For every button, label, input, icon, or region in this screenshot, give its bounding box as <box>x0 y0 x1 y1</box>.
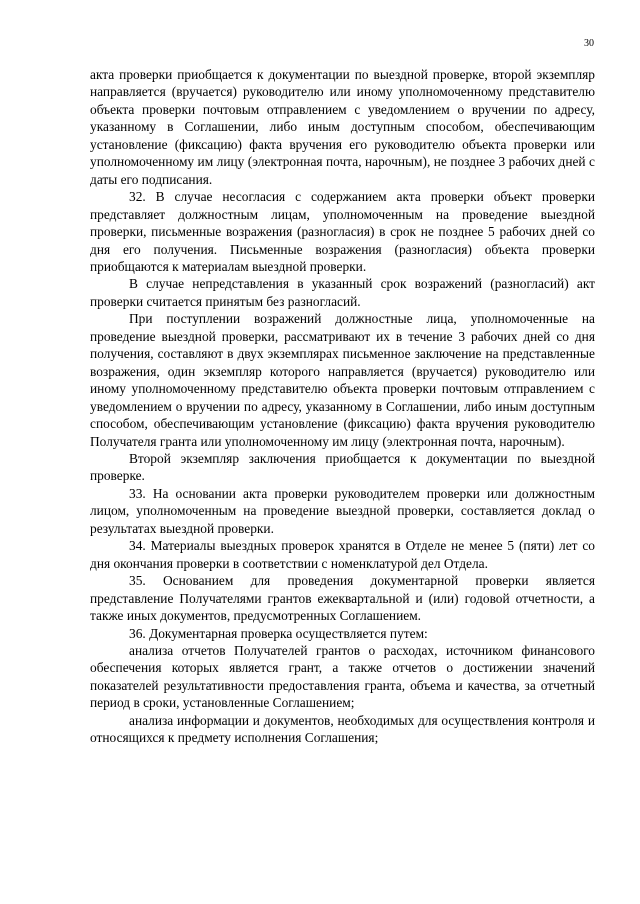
body-text <box>90 66 595 747</box>
paragraph: анализа информации и документов, необходимых для осуществления контроля и относящихся к предмету исполнения Соглашения; <box>90 712 595 746</box>
page-number: 30 <box>584 38 594 49</box>
paragraph: анализа отчетов Получателей грантов о расходах, источником финансового обеспечения которых является грант, а также отчетов о достижении значений показателей результативности предоставления гранта, объема и качества, за отчетный период в сроки, установленные Соглашением; <box>90 642 595 711</box>
paragraph: 34. Материалы выездных проверок хранятся в Отделе не менее 5 (пяти) лет со дня окончания проверки в соответствии с номенклатурой дел Отдела. <box>90 538 595 571</box>
paragraph: При поступлении возражений должностные лица, уполномоченные на проведение выездной проверки, рассматривают их в течение 3 рабочих дней со дня получения, составляют в двух экземплярах письменное заключение на представленные возражения, один экземпляр которого направляется (вручается) руководителю или иному уполномоченному представителю объекта проверки почтовым отправлением с уведомлением о вручении по адресу, указанному в Соглашении, либо иным доступным способом, обеспечивающим установление (фиксацию) факта вручения руководителю Получателя гранта или уполномоченному им лицу (электронная почта, нарочным). <box>90 311 595 449</box>
paragraph: В случае непредставления в указанный срок возражений (разногласий) акт проверки считается принятым без разногласий. <box>90 276 595 309</box>
paragraph: акта проверки приобщается к документации по выездной проверке, второй экземпляр направляется (вручается) руководителю или иному уполномоченному представителю объекта проверки почтовым отправлением с уведомлением о вручении по адресу, указанному в Соглашении, либо иным доступным способом, обеспечивающим установление (фиксацию) факта вручения его руководителю объекта проверки или уполномоченному им лицу (электронная почта, нарочным), не позднее 3 рабочих дней с даты его подписания. <box>90 67 595 187</box>
paragraph: 32. В случае несогласия с содержанием акта проверки объект проверки представляет должностным лицам, уполномоченным на проведение выездной проверки, письменные возражения (разногласия) в срок не позднее 5 рабочих дней со дня его получения. Письменные возражения (разногласия) объекта проверки приобщаются к материалам выездной проверки. <box>90 189 595 274</box>
paragraph: 35. Основанием для проведения документарной проверки является представление Получателями грантов ежеквартальной и (или) годовой отчетности, а также иных документов, предусмотренных Соглашением. <box>90 573 595 624</box>
paragraph: Второй экземпляр заключения приобщается к документации по выездной проверке. <box>90 450 595 484</box>
paragraph: 36. Документарная проверка осуществляется путем: <box>129 625 428 641</box>
paragraph: 33. На основании акта проверки руководителем проверки или должностным лицом, уполномоченным на проведение выездной проверки, составляется доклад о результатах выездной проверки. <box>90 485 595 536</box>
